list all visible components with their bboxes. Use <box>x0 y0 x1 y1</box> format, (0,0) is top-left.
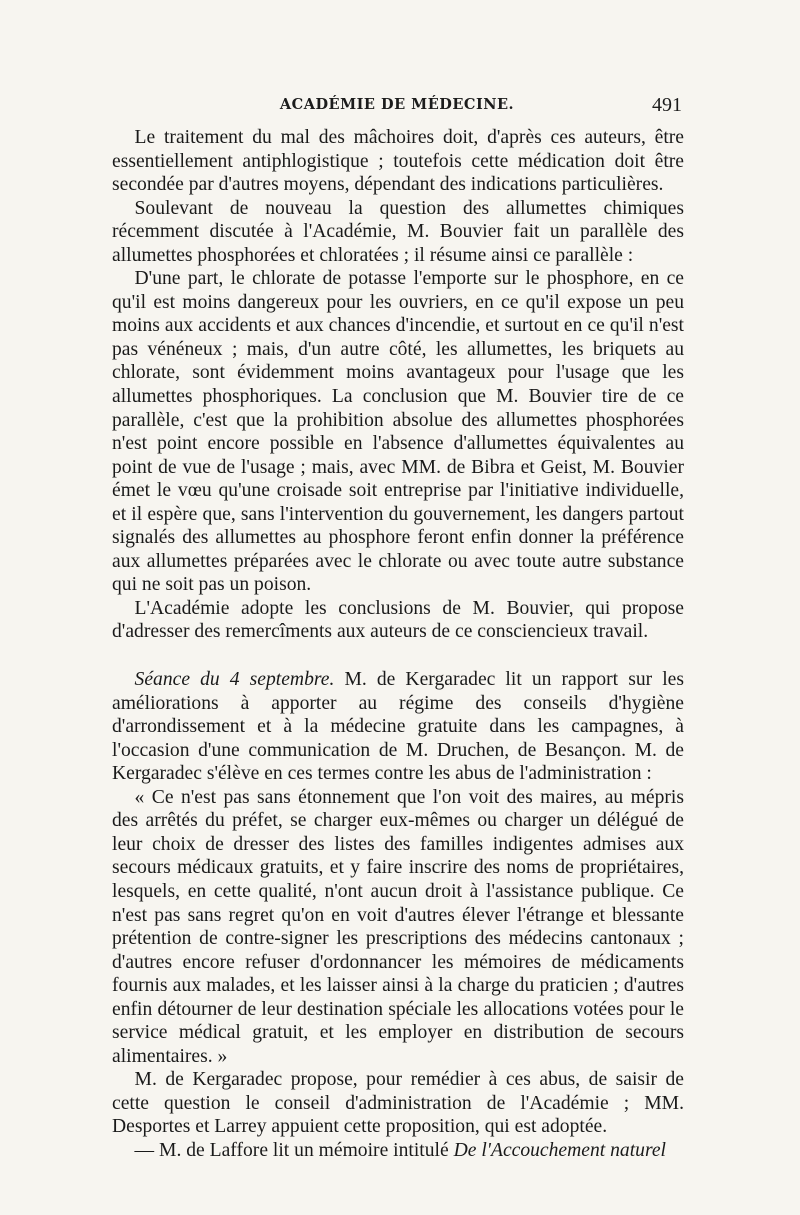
paragraph-last-line <box>112 1139 684 1163</box>
paragraph-treatment: Le traitement du mal des mâchoires doit, d'après ces auteurs, être essentiellement antiphlogistique ; toutefois cette médication doit être secondée par d'autres moyens, dépendant des indications particulières. <box>112 127 684 196</box>
running-title: ACADÉMIE DE MÉDECINE. <box>279 96 515 113</box>
body-text <box>112 126 684 1163</box>
page-number: 491 <box>652 94 682 116</box>
paragraph-session <box>112 668 684 786</box>
paragraph-academy-adopts: L'Académie adopte les conclusions de M. Bouvier, qui propose d'adresser des remercîments aux auteurs de ce consciencieux travail. <box>112 597 684 643</box>
paragraph-chlorate-comparison: D'une part, le chlorate de potasse l'emporte sur le phosphore, en ce qu'il est moins dangereux pour les ouvriers, en ce qu'il expose un peu moins aux accidents et aux chances d'incendie, et surtout en ce qu'il n'est pas vénéneux ; mais, d'un autre côté, les allumettes, les briquets au chlorate, sont évidemment moins avantageux pour l'usage que les allumettes phosphoriques. La conclusion que M. Bouvier tire de ce parallèle, c'est que la prohibition absolue des allumettes phosphorées n'est point encore possible en l'absence d'allumettes équivalentes au point de vue de l'usage ; mais, avec MM. de Bibra et Geist, M. Bouvier émet le vœu qu'une croisade soit entreprise par l'initiative individuelle, et il espère que, sans l'intervention du gouvernement, les dangers partout signalés des allumettes au phosphore feront enfin donner la préférence aux allumettes préparées avec le chlorate ou avec toute autre substance qui ne soit pas un poison. <box>112 268 684 596</box>
paragraph-quote: « Ce n'est pas sans étonnement que l'on voit des maires, au mépris des arrêtés du préfet, se charger eux-mêmes ou charger un délégué de leur choix de dresser des listes des familles indigentes admises aux secours médicaux gratuits, et y faire inscrire des noms de propriétaires, lesquels, en cette qualité, n'ont aucun droit à l'assistance publique. Ce n'est pas sans regret qu'on en voit d'autres élever l'étrange et blessante prétention de contre-signer les prescriptions des médecins cantonaux ; d'autres encore refuser d'ordonnancer les mémoires de médicaments fournis aux malades, et les laisser ainsi à la charge du praticien ; d'autres enfin détourner de leur destination spéciale les allocations votées pour le service médical gratuit, et les employer en distribution de secours alimentaires. » <box>112 786 684 1067</box>
session-text: M. de Kergaradec lit un rapport sur les améliorations à apporter au régime des conseils d'hygiène d'arrondissement et à la médecine gratuite dans les campagnes, à l'occasion d'une communication de M. Druchen, de Besançon. M. de Kergaradec s'élève en ces termes contre les abus de l'administration : <box>112 669 684 785</box>
memoir-title: De l'Accouchement naturel <box>453 1139 666 1161</box>
paragraph-matches-intro: Soulevant de nouveau la question des allumettes chimiques récemment discutée à l'Académie, M. Bouvier fait un parallèle des allumettes phosphorées et chloratées ; il résume ainsi ce parallèle : <box>112 197 684 266</box>
page-header <box>112 96 682 126</box>
paragraph-proposal: M. de Kergaradec propose, pour remédier à ces abus, de saisir de cette question le conseil d'administration de l'Académie ; MM. Desportes et Larrey appuient cette proposition, qui est adoptée. <box>112 1069 684 1138</box>
last-line-prefix: — M. de Laffore lit un mémoire intitulé <box>134 1139 454 1161</box>
session-label: Séance du 4 septembre. <box>134 669 335 691</box>
